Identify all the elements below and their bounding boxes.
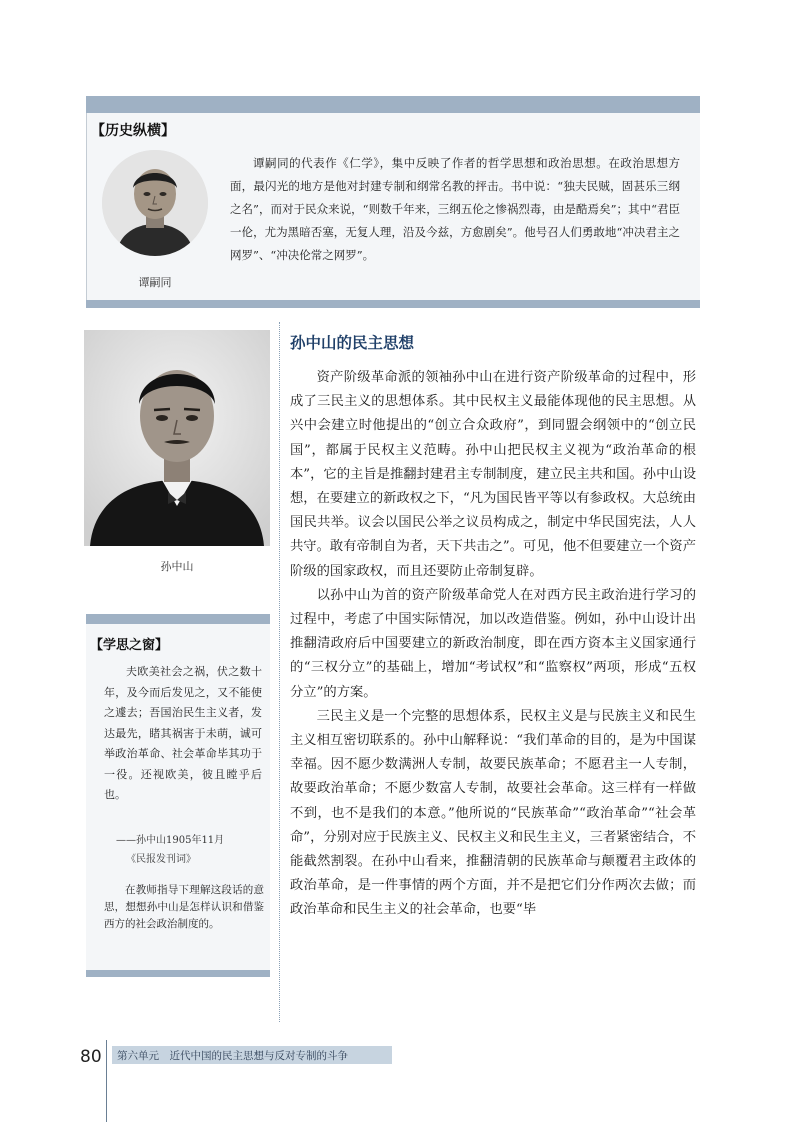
panel-top-bar	[86, 96, 700, 113]
column-divider	[279, 322, 280, 1022]
learning-window-quote: 夫欧美社会之祸，伏之数十年，及今而后发见之，又不能使之遽去；吾国治民生主义者，发达最先，睹其祸害于未萌，诚可举政治革命、社会革命毕其功于一役。还视欧美，彼且瞠乎后也。	[104, 665, 262, 801]
body-paragraph: 以孙中山为首的资产阶级革命党人在对西方民主政治进行学习的过程中，考虑了中国实际情况，加以改造借鉴。例如，孙中山设计出推翻清政府后中国要建立的新政治制度，即在西方资本主义国家通行的“三权分立”的基础上，增加“考试权”和“监察权”两项，形成“五权分立”的方案。	[290, 587, 696, 700]
body-paragraph: 三民主义是一个完整的思想体系，民权主义是与民族主义和民生主义相互密切联系的。孙中山解释说：“我们革命的目的，是为中国谋幸福。因不愿少数满洲人专制，故要民族革命；不愿君主一人专制，故要政治革命；不愿少数富人专制，故要社会革命。这三样有一样做不到，也不是我们的本意。”他所说的“民族革命”“政治革命”“社会革命”，分别对应于民族主义、民权主义和民生主义，三者紧密结合，不能截然割裂。在孙中山看来，推翻清朝的民族革命与颠覆君主政体的政治革命，是一件事情的两个方面，并不是把它们分作两次去做；而政治革命和民生主义的社会革命，也要“毕	[290, 708, 696, 918]
learning-window-prompt: 在教师指导下理解这段话的意思，想想孙中山是怎样认识和借鉴西方的社会政治制度的。	[104, 884, 264, 930]
history-panel-title: 【历史纵横】	[91, 123, 175, 139]
learning-window-title: 【学思之窗】	[90, 638, 169, 653]
quote-source: 《民报发刊词》	[126, 854, 196, 865]
history-panel-text: 谭嗣同的代表作《仁学》，集中反映了作者的哲学思想和政治思想。在政治思想方面，最闪光的地方是他对封建专制和纲常名教的抨击。书中说：“独夫民贼，固甚乐三纲之名”，而对于民众来说，“则数千年来，三纲五伦之惨祸烈毒，由是酷焉矣”；其中“君臣一伦，尤为黑暗否塞，无复人理，沿及今兹，方愈剧矣”。他号召人们勇敢地“冲决君主之网罗”、“冲决伦常之网罗”。	[230, 156, 680, 262]
footer-unit-label: 第六单元 近代中国的民主思想与反对专制的斗争	[117, 1050, 348, 1062]
footer-rule	[106, 1040, 107, 1122]
sun-yat-sen-caption: 孙中山	[160, 560, 194, 573]
panel-bottom-bar	[86, 970, 270, 977]
history-panel	[86, 96, 700, 308]
section-title: 孙中山的民主思想	[290, 334, 415, 352]
body-paragraph: 资产阶级革命派的领袖孙中山在进行资产阶级革命的过程中，形成了三民主义的思想体系。其中民权主义最能体现他的民主思想。从兴中会建立时他提出的“创立合众政府”，到同盟会纲领中的“创立民国”，都属于民权主义范畴。孙中山把民权主义视为“政治革命的根本”，它的主旨是推翻封建君主专制制度，建立民主共和国。孙中山设想，在要建立的新政权之下，“凡为国民皆平等以有参政权。大总统由国民共举。议会以国民公举之议员构成之，制定中华民国宪法，人人共守。敢有帝制自为者，天下共击之”。可见，他不但要建立一个资产阶级的国家政权，而且还要防止帝制复辟。	[290, 370, 696, 579]
quote-author: ——孙中山1905年11月	[116, 835, 225, 846]
panel-top-bar	[86, 614, 270, 624]
panel-bottom-bar	[86, 300, 700, 308]
tan-sitong-caption: 谭嗣同	[138, 276, 172, 289]
panel-left-rule	[86, 113, 87, 300]
main-body-text	[290, 366, 696, 923]
learning-window-panel	[86, 614, 270, 977]
page-number: 80	[80, 1047, 102, 1067]
sun-yat-sen-portrait	[84, 330, 270, 546]
tan-sitong-portrait	[102, 150, 208, 256]
